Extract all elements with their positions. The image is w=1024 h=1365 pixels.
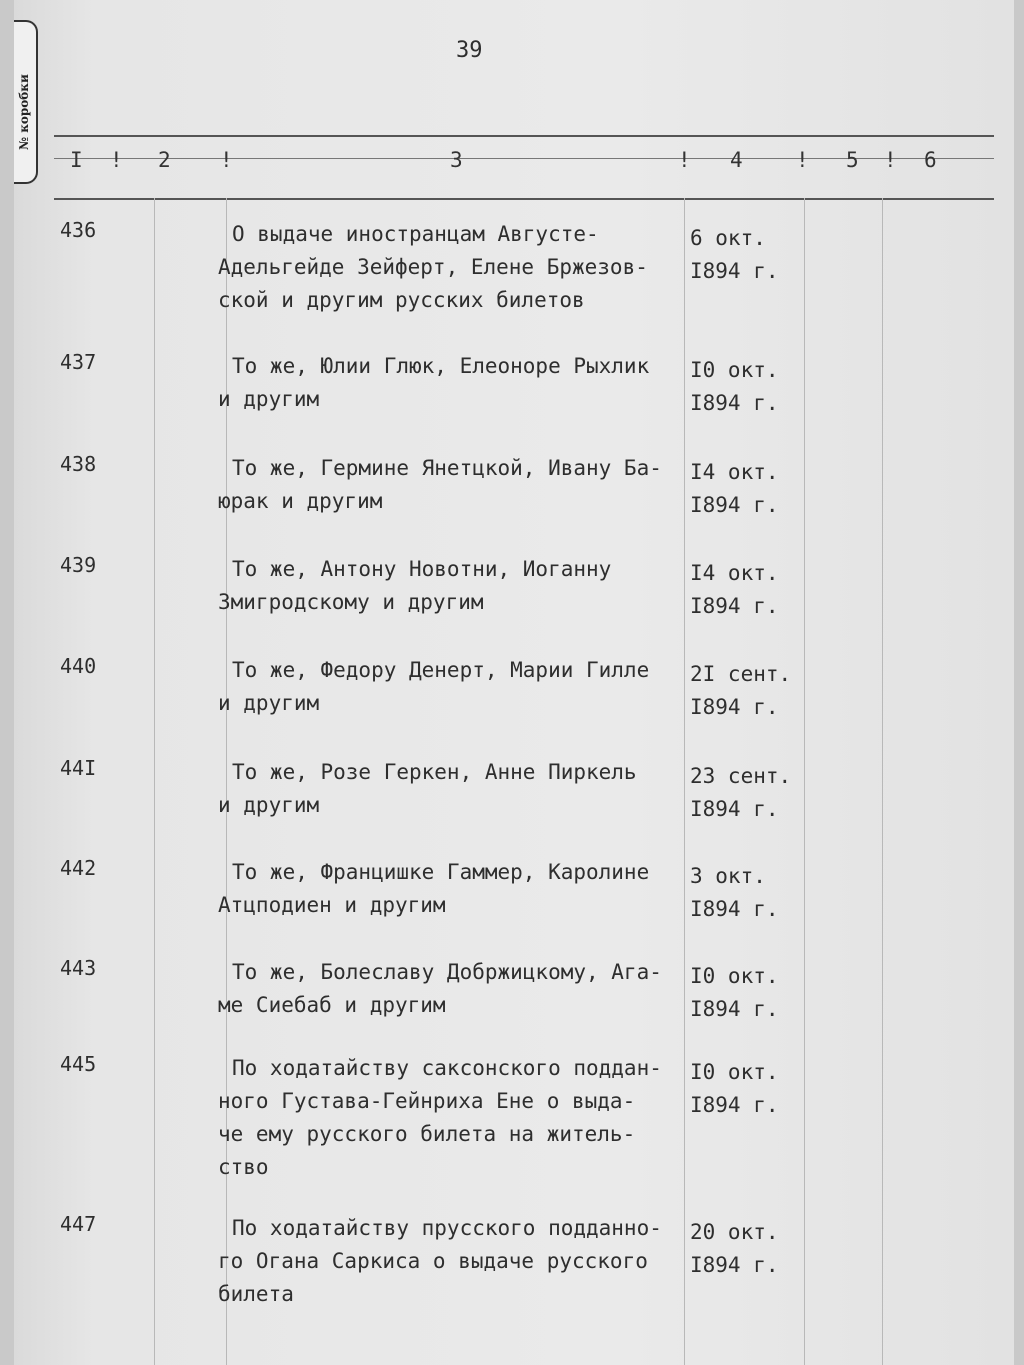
description-line: По ходатайству прусского подданно- [232, 1216, 662, 1240]
description-line: То же, Федору Денерт, Марии Гилле [232, 658, 650, 682]
column-header-3: 3 [450, 148, 463, 172]
date-line: I4 окт. [690, 561, 779, 585]
date-line: I894 г. [690, 594, 779, 618]
date-line: I894 г. [690, 997, 779, 1021]
case-description [218, 856, 649, 922]
column-divider [804, 198, 805, 1365]
column-header-4: 4 [730, 148, 743, 172]
description-line: юрак и другим [218, 489, 383, 513]
column-separator: ! [796, 148, 809, 172]
date-line: 3 окт. [690, 864, 766, 888]
description-line: То же, Болеславу Добржицкому, Ага- [232, 960, 662, 984]
column-divider [882, 198, 883, 1365]
case-description [218, 956, 662, 1022]
description-line: Змигродскому и другим [218, 590, 484, 614]
case-date [690, 1212, 779, 1282]
description-line: ской и другим русских билетов [218, 288, 585, 312]
description-line: и другим [218, 691, 320, 715]
column-divider [154, 198, 155, 1365]
date-line: 6 окт. [690, 226, 766, 250]
description-line: По ходатайству саксонского поддан- [232, 1056, 662, 1080]
date-line: I894 г. [690, 797, 779, 821]
date-line: I4 окт. [690, 460, 779, 484]
date-line: 20 окт. [690, 1220, 779, 1244]
column-header-2: 2 [158, 148, 171, 172]
case-date [690, 956, 779, 1026]
description-line: го Огана Саркиса о выдаче русского [218, 1249, 648, 1273]
date-line: I894 г. [690, 493, 779, 517]
column-separator: ! [884, 148, 897, 172]
case-description [218, 350, 649, 416]
description-line: О выдаче иностранцам Августе- [232, 222, 599, 246]
description-line: ме Сиебаб и другим [218, 993, 446, 1017]
column-divider [684, 198, 685, 1365]
page-number: 39 [456, 38, 483, 63]
case-date [690, 350, 779, 420]
case-number: 437 [60, 350, 97, 374]
case-number: 440 [60, 654, 97, 678]
case-number: 443 [60, 956, 97, 980]
binder-label: № коробки [17, 74, 31, 150]
header-bottom-rule [54, 198, 994, 200]
case-number: 447 [60, 1212, 97, 1236]
date-line: I894 г. [690, 1093, 779, 1117]
case-number: 442 [60, 856, 97, 880]
case-number: 445 [60, 1052, 97, 1076]
case-date [690, 553, 779, 623]
case-number: 439 [60, 553, 97, 577]
description-line: и другим [218, 387, 320, 411]
description-line: То же, Юлии Глюк, Елеоноре Рыхлик [232, 354, 650, 378]
case-date [690, 654, 791, 724]
case-date [690, 218, 779, 288]
description-line: че ему русского билета на житель- [218, 1122, 636, 1146]
description-line: То же, Гермине Янетцкой, Ивану Ба- [232, 456, 662, 480]
case-number: 436 [60, 218, 97, 242]
case-date [690, 1052, 779, 1122]
date-line: 2I сент. [690, 662, 792, 686]
column-header-6: 6 [924, 148, 937, 172]
case-description [218, 654, 649, 720]
document-page [14, 0, 1014, 1365]
case-date [690, 452, 779, 522]
description-line: ство [218, 1155, 269, 1179]
column-separator: ! [110, 148, 123, 172]
description-line: и другим [218, 793, 320, 817]
description-line: То же, Антону Новотни, Иоганну [232, 557, 612, 581]
description-line: билета [218, 1282, 294, 1306]
case-description [218, 1212, 662, 1311]
case-description [218, 218, 648, 317]
date-line: I0 окт. [690, 1060, 779, 1084]
case-number: 438 [60, 452, 97, 476]
column-separator: ! [220, 148, 233, 172]
description-line: То же, Розе Геркен, Анне Пиркель [232, 760, 637, 784]
case-description [218, 553, 611, 619]
header-top-rule [54, 135, 994, 137]
description-line: ного Густава-Гейнриха Ене о выда- [218, 1089, 636, 1113]
description-line: Атцподиен и другим [218, 893, 446, 917]
date-line: I0 окт. [690, 358, 779, 382]
case-number: 44I [60, 756, 97, 780]
case-description [218, 756, 637, 822]
case-description [218, 1052, 662, 1184]
description-line: То же, Францишке Гаммер, Каролине [232, 860, 650, 884]
date-line: I894 г. [690, 1253, 779, 1277]
date-line: I894 г. [690, 897, 779, 921]
case-date [690, 856, 779, 926]
case-description [218, 452, 662, 518]
date-line: 23 сент. [690, 764, 792, 788]
column-header-5: 5 [846, 148, 859, 172]
date-line: I894 г. [690, 695, 779, 719]
date-line: I894 г. [690, 391, 779, 415]
column-separator: ! [678, 148, 691, 172]
date-line: I894 г. [690, 259, 779, 283]
column-header-1: I [70, 148, 83, 172]
case-date [690, 756, 791, 826]
description-line: Адельгейде Зейферт, Елене Бржезов- [218, 255, 648, 279]
date-line: I0 окт. [690, 964, 779, 988]
